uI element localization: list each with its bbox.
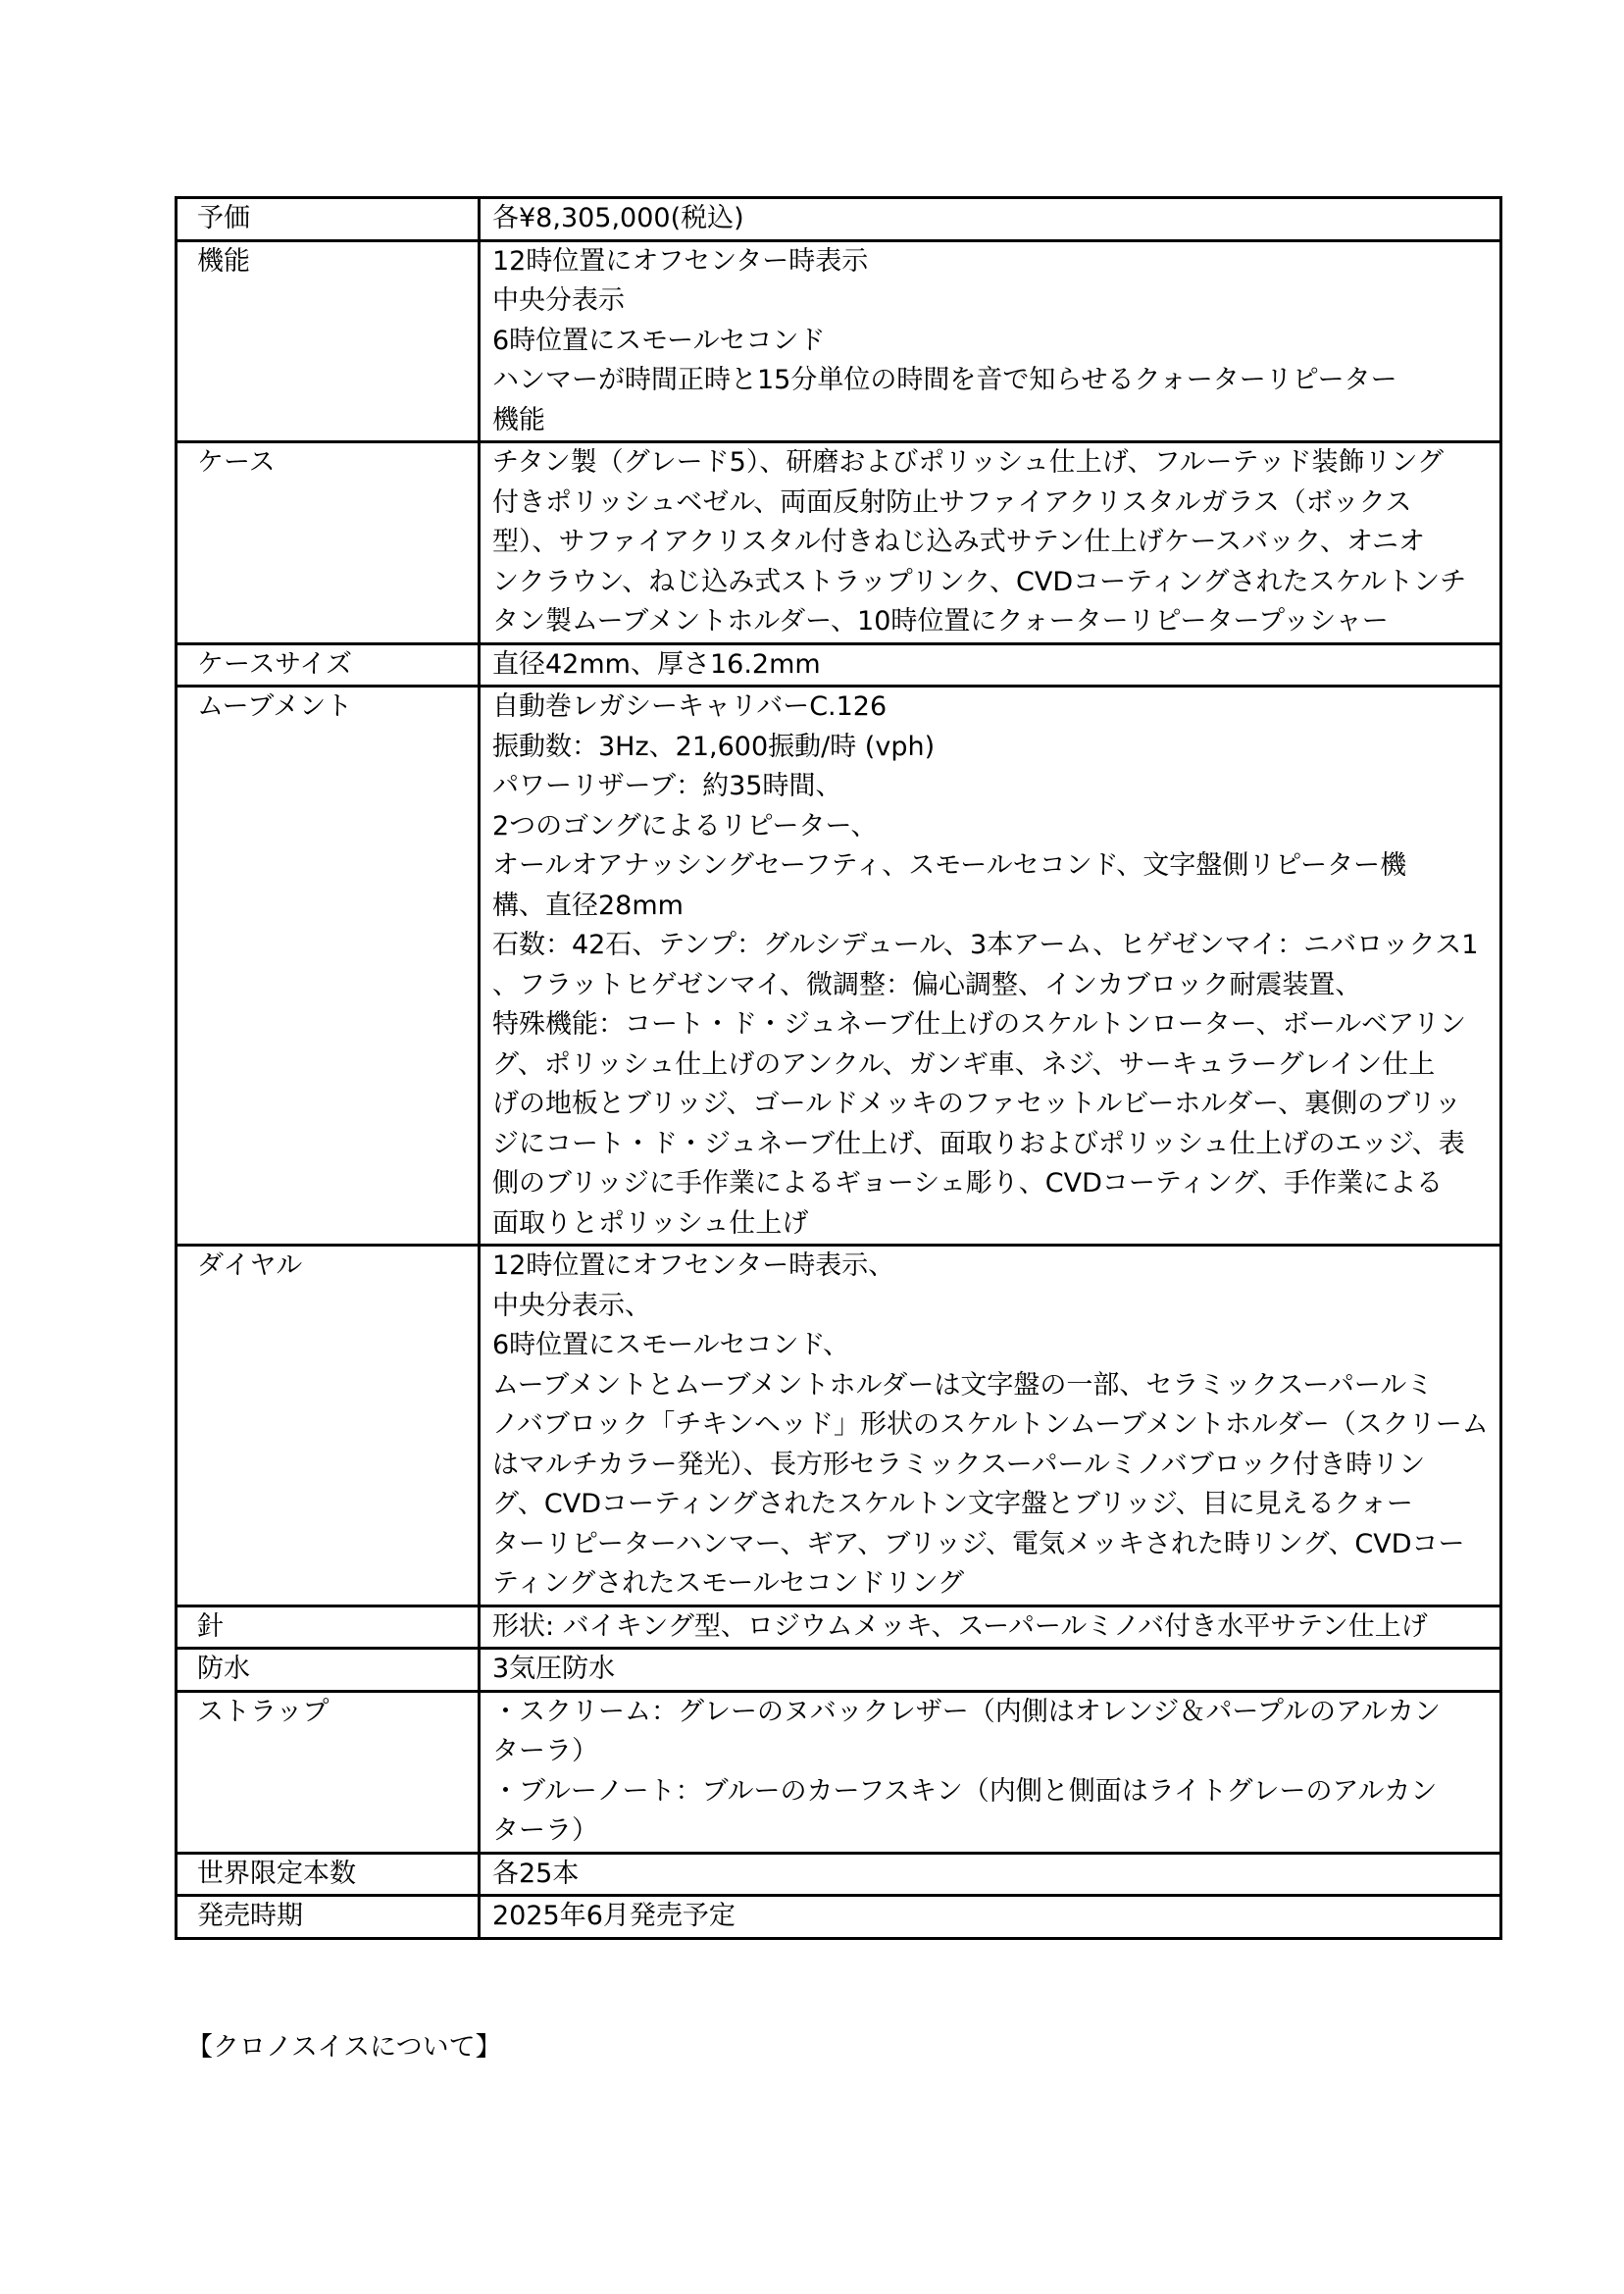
spec-value-line: ジにコート・ド・ジュネーブ仕上げ、面取りおよびポリッシュ仕上げのエッジ、表 [492,1128,1465,1159]
spec-row [177,240,1501,442]
spec-value [480,1896,1501,1939]
spec-value [480,1246,1501,1606]
spec-value-line: ターリピーターハンマー、ギア、ブリッジ、電気メッキされた時リング、CVDコー [492,1528,1465,1559]
spec-label: ダイヤル [177,1246,480,1606]
spec-value-line: グ、ポリッシュ仕上げのアンクル、ガンギ車、ネジ、サーキュラーグレイン仕上 [492,1048,1436,1080]
spec-value-line: 各25本 [492,1858,580,1889]
spec-value [480,1691,1501,1853]
spec-value [480,1649,1501,1692]
spec-value-line: 直径42mm、厚さ16.2mm [492,648,821,680]
spec-label: ムーブメント [177,687,480,1246]
spec-label: ストラップ [177,1691,480,1853]
spec-value-line: パワーリザーブ：約35時間、 [492,771,842,801]
spec-label: ケース [177,442,480,644]
spec-label: 世界限定本数 [177,1853,480,1896]
spec-value-line: ・ブルーノート：ブルーのカーフスキン（内側と側面はライトグレーのアルカン [492,1775,1438,1807]
spec-value-line: ターラ） [492,1736,598,1766]
spec-value-line: 6時位置にスモールセコンド、 [492,1330,850,1360]
spec-value-line: ンクラウン、ねじ込み式ストラップリンク、CVDコーティングされたスケルトンチ [492,566,1467,597]
spec-row [177,1853,1501,1896]
spec-label: ケースサイズ [177,643,480,687]
spec-row [177,442,1501,644]
spec-row [177,1606,1501,1649]
spec-value-line: グ、CVDコーティングされたスケルトン文字盤とブリッジ、目に見えるクォー [492,1489,1413,1519]
spec-row [177,1246,1501,1606]
spec-value-line: 振動数：3Hz、21,600振動/時 (vph) [492,731,936,762]
spec-row [177,687,1501,1246]
spec-value-line: 2025年6月発売予定 [492,1901,736,1931]
spec-row [177,1649,1501,1692]
spec-value-line: 12時位置にオフセンター時表示 [492,245,869,277]
spec-value [480,1606,1501,1649]
spec-value-line: ムーブメントとムーブメントホルダーは文字盤の一部、セラミックスーパールミ [492,1369,1434,1401]
about-section-heading: 【クロノスイスについて】 [186,2032,502,2063]
spec-value-line: ハンマーが時間正時と15分単位の時間を音で知らせるクォーターリピーター [492,365,1397,395]
spec-value-line: タン製ムーブメントホルダー、10時位置にクォーターリピータープッシャー [492,606,1389,637]
spec-value-line: オールオアナッシングセーフティ、スモールセコンド、文字盤側リピーター機 [492,850,1407,881]
spec-value-line: 中央分表示、 [492,1290,651,1321]
spec-value-line: ノバブロック「チキンヘッド」形状のスケルトンムーブメントホルダー（スクリーム [492,1409,1489,1440]
spec-value-line: 側のブリッジに手作業によるギョーシェ彫り、CVDコーティング、手作業による [492,1168,1444,1198]
spec-value [480,687,1501,1246]
spec-label: 針 [177,1606,480,1649]
spec-value-line: 2つのゴングによるリピーター、 [492,810,878,841]
spec-value-line: 機能 [492,404,545,435]
spec-value-line: 3気圧防水 [492,1654,616,1684]
spec-value-line: 形状: バイキング型、ロジウムメッキ、スーパールミノバ付き水平サテン仕上げ [492,1610,1428,1642]
spec-label: 機能 [177,240,480,442]
spec-row [177,1691,1501,1853]
spec-value-line: 自動巻レガシーキャリバーC.126 [492,691,888,722]
spec-value-line: げの地板とブリッジ、ゴールドメッキのファセットルビーホルダー、裏側のブリッ [492,1089,1461,1119]
spec-value-line: 6時位置にスモールセコンド [492,325,826,356]
spec-table-body [177,198,1501,1939]
spec-value-line: 、フラットヒゲゼンマイ、微調整：偏心調整、インカブロック耐震装置、 [492,969,1362,1000]
spec-table [175,196,1502,1940]
spec-row [177,643,1501,687]
spec-value-line: 付きポリッシュベゼル、両面反射防止サファイアクリスタルガラス（ボックス [492,486,1412,518]
spec-value-line: 各¥8,305,000(税込) [492,203,744,233]
spec-value-line: 石数：42石、テンプ：グルシデュール、3本アーム、ヒゲゼンマイ：ニバロックス1 [492,930,1479,960]
spec-value [480,643,1501,687]
spec-value [480,442,1501,644]
spec-value-line: ・スクリーム：グレーのヌバックレザー（内側はオレンジ＆パープルのアルカン [492,1696,1441,1727]
spec-value-line: 型）、サファイアクリスタル付きねじ込み式サテン仕上げケースバック、オニオ [492,527,1425,557]
spec-value-line: 12時位置にオフセンター時表示、 [492,1250,895,1281]
spec-value [480,198,1501,241]
spec-value-line: ターラ） [492,1815,598,1846]
spec-value-line: 構、直径28mm [492,890,684,921]
spec-value-line: 特殊機能：コート・ド・ジュネーブ仕上げのスケルトンローター、ボールベアリン [492,1009,1467,1040]
spec-value [480,1853,1501,1896]
spec-value [480,240,1501,442]
spec-value-line: はマルチカラー発光）、長方形セラミックスーパールミノバブロック付き時リン [492,1449,1426,1480]
spec-value-line: チタン製（グレード5）、研磨およびポリッシュ仕上げ、フルーテッド装飾リング [492,447,1445,478]
spec-label: 防水 [177,1649,480,1692]
spec-value-line: ティングされたスモールセコンドリング [492,1568,965,1599]
spec-value-line: 面取りとポリッシュ仕上げ [492,1207,809,1239]
spec-row [177,198,1501,241]
spec-row [177,1896,1501,1939]
spec-label: 発売時期 [177,1896,480,1939]
spec-label: 予価 [177,198,480,241]
spec-value-line: 中央分表示 [492,285,625,316]
